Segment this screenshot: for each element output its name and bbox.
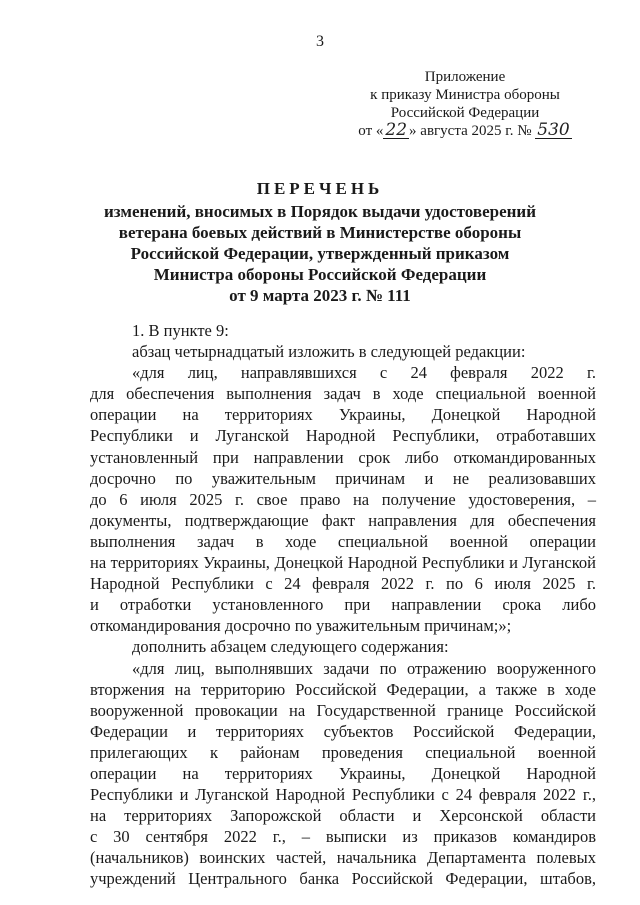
appendix-org: Российской Федерации [390, 105, 540, 121]
appendix-order-ref: к приказу Министра обороны [370, 87, 560, 103]
handwritten-order-number: 530 [537, 120, 570, 140]
appendix-date-line [340, 122, 590, 140]
text-line: на территориях Украины, Донецкой Народной Республики и Луганской [90, 553, 596, 573]
text-line: Республики и Луганской Народной Республики, отработавших [90, 426, 596, 446]
text-line: Федерации и территориях субъектов Российской Федерации, [90, 721, 596, 741]
text-line: вторжения на территорию Российской Федерации, а также в ходе [90, 679, 596, 699]
text-line: и отработки установленного при направлении срока либо [90, 595, 596, 615]
text-line: для обеспечения выполнения задач в ходе специальной военной [90, 384, 596, 404]
paragraph-1: абзац четырнадцатый изложить в следующей редакции: [132, 342, 526, 362]
document-body [90, 320, 596, 890]
date-prefix: от « [358, 123, 384, 139]
heading-line: изменений, вносимых в Порядок выдачи удостоверений [104, 202, 536, 221]
appendix-title: Приложение [424, 69, 506, 85]
text-line: откомандирования досрочно по уважительным причинам;»; [90, 616, 512, 636]
handwritten-day: 22 [385, 120, 408, 140]
quote-2 [90, 658, 596, 890]
text-line: прилегающих к районам проведения специальной военной [90, 742, 596, 762]
item-1: 1. В пункте 9: [132, 321, 229, 340]
text-line: документы, подтверждающие факт направления для обеспечения [90, 510, 596, 530]
heading-line: ветерана боевых действий в Министерстве обороны [118, 223, 522, 242]
text-line: досрочно по уважительным причинам и не реализовавших [90, 468, 596, 488]
text-line: операции на территориях Украины, Донецкой Народной [90, 763, 596, 783]
text-line: на территориях Запорожской области и Херсонской области [90, 806, 596, 826]
date-middle: » августа 2025 г. № [409, 123, 532, 139]
document-title: ПЕРЕЧЕНЬ [256, 179, 384, 198]
text-line: до 6 июля 2025 г. свое право на получение удостоверения, – [90, 489, 596, 509]
text-line: операции на территориях Украины, Донецкой Народной [90, 405, 596, 425]
heading-line: Министра обороны Российской Федерации [153, 265, 487, 284]
heading-line: Российской Федерации, утвержденный приказом [130, 244, 510, 263]
text-line: с 30 сентября 2022 г., – выписки из приказов командиров [90, 827, 596, 847]
text-line: Республики и Луганской Народной Республики с 24 февраля 2022 г., [90, 785, 596, 805]
appendix-block [340, 68, 590, 140]
heading-line: от 9 марта 2023 г. № 111 [229, 286, 411, 305]
text-line: «для лиц, направлявшихся с 24 февраля 2022 г. [132, 363, 596, 383]
text-line: (начальников) воинских частей, начальника Департамента полевых [90, 848, 596, 868]
document-heading [90, 178, 550, 306]
text-line: установленный при направлении срок либо откомандированных [90, 447, 596, 467]
text-line: «для лиц, выполнявших задачи по отражению вооруженного [132, 658, 596, 678]
page-number: 3 [316, 33, 324, 50]
paragraph-2: дополнить абзацем следующего содержания: [132, 637, 449, 657]
text-line: учреждений Центрального банка Российской Федерации, штабов, [90, 869, 596, 889]
quote-1 [90, 362, 596, 636]
text-line: вооруженной провокации на Государственной границе Российской [90, 700, 596, 720]
text-line: Народной Республики с 24 февраля 2022 г. по 6 июля 2025 г. [90, 574, 596, 594]
text-line: выполнения задач в ходе специальной военной операции [90, 531, 596, 551]
